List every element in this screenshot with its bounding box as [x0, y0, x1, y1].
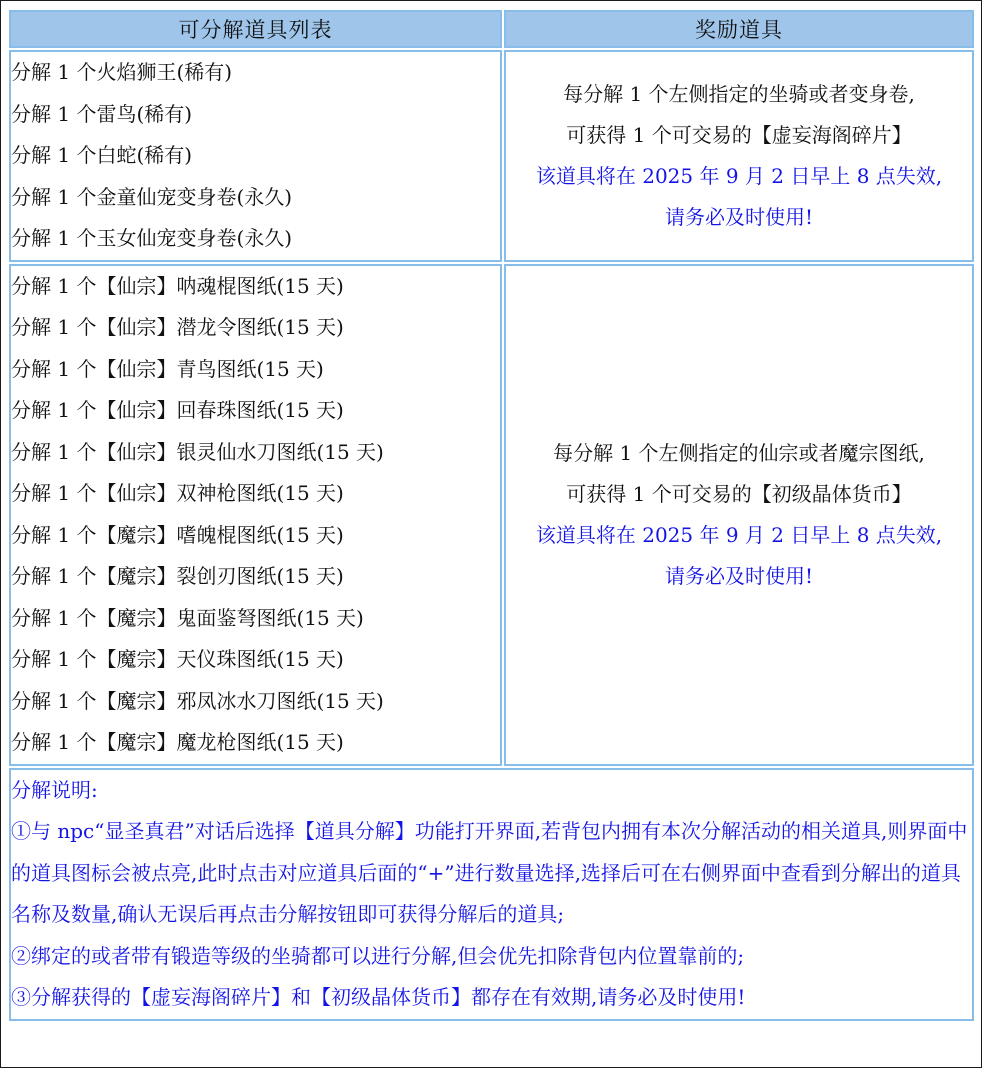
list-item: 分解 1 个【仙宗】青鸟图纸(15 天) — [11, 356, 324, 381]
list-item: 分解 1 个【仙宗】双神枪图纸(15 天) — [11, 481, 344, 505]
group1-reward-line2: 可获得 1 个可交易的【虚妄海阁碎片】 — [566, 122, 912, 147]
list-item: 分解 1 个【魔宗】天仪珠图纸(15 天) — [11, 647, 344, 671]
group2-row — [9, 264, 974, 766]
header-items-column: 可分解道具列表 — [9, 10, 502, 48]
list-item: 分解 1 个【魔宗】嗜魄棍图纸(15 天) — [11, 522, 344, 547]
list-item: 分解 1 个【仙宗】银灵仙水刀图纸(15 天) — [11, 439, 384, 464]
header-reward-column: 奖励道具 — [504, 10, 974, 48]
list-item: 分解 1 个【仙宗】呐魂棍图纸(15 天) — [11, 273, 344, 298]
group2-reward-line2: 可获得 1 个可交易的【初级晶体货币】 — [566, 481, 912, 506]
group2-use-reminder: 请务必及时使用! — [664, 563, 814, 588]
note-item-2: ②绑定的或者带有锻造等级的坐骑都可以进行分解,但会优先扣除背包内位置靠前的; — [11, 943, 745, 968]
group2-reward-line1: 每分解 1 个左侧指定的仙宗或者魔宗图纸, — [553, 440, 925, 465]
group1-use-reminder: 请务必及时使用! — [664, 204, 814, 229]
notes-cell — [9, 768, 974, 1021]
list-item: 分解 1 个雷鸟(稀有) — [11, 101, 193, 126]
list-item: 分解 1 个【魔宗】裂创刃图纸(15 天) — [11, 564, 344, 588]
notes-title: 分解说明: — [11, 777, 98, 802]
list-item: 分解 1 个白蛇(稀有) — [11, 143, 193, 167]
group2-expiry-notice: 该道具将在 2025 年 9 月 2 日早上 8 点失效, — [535, 522, 943, 547]
list-item: 分解 1 个【魔宗】鬼面鉴弩图纸(15 天) — [11, 605, 364, 630]
list-item: 分解 1 个【仙宗】回春珠图纸(15 天) — [11, 398, 344, 422]
group1-row — [9, 50, 974, 262]
note-item-1: ①与 npc“显圣真君”对话后选择【道具分解】功能打开界面,若背包内拥有本次分解活动的相关道具,则界面中的道具图标会被点亮,此时点击对应道具后面的“+”进行数量选择,选择后可在右侧界面中查看到分解出的道具名称及数量,确认无误后再点击分解按钮即可获得分解后的道具; — [11, 819, 968, 926]
list-item: 分解 1 个【魔宗】邪凤冰水刀图纸(15 天) — [11, 688, 384, 713]
group1-reward-cell — [504, 50, 974, 262]
decompose-table — [7, 8, 976, 1023]
list-item: 分解 1 个【魔宗】魔龙枪图纸(15 天) — [11, 730, 344, 754]
group1-items-cell — [9, 50, 502, 262]
group2-items-cell — [9, 264, 502, 766]
note-item-3: ③分解获得的【虚妄海阁碎片】和【初级晶体货币】都存在有效期,请务必及时使用! — [11, 985, 746, 1009]
group1-reward-line1: 每分解 1 个左侧指定的坐骑或者变身卷, — [563, 81, 915, 106]
notes-row — [9, 768, 974, 1021]
group2-reward-cell — [504, 264, 974, 766]
list-item: 分解 1 个玉女仙宠变身卷(永久) — [11, 226, 293, 250]
list-item: 分解 1 个金童仙宠变身卷(永久) — [11, 184, 293, 209]
list-item: 分解 1 个【仙宗】潜龙令图纸(15 天) — [11, 315, 344, 339]
group1-expiry-notice: 该道具将在 2025 年 9 月 2 日早上 8 点失效, — [535, 163, 943, 188]
header-row — [9, 10, 974, 48]
list-item: 分解 1 个火焰狮王(稀有) — [11, 60, 233, 84]
